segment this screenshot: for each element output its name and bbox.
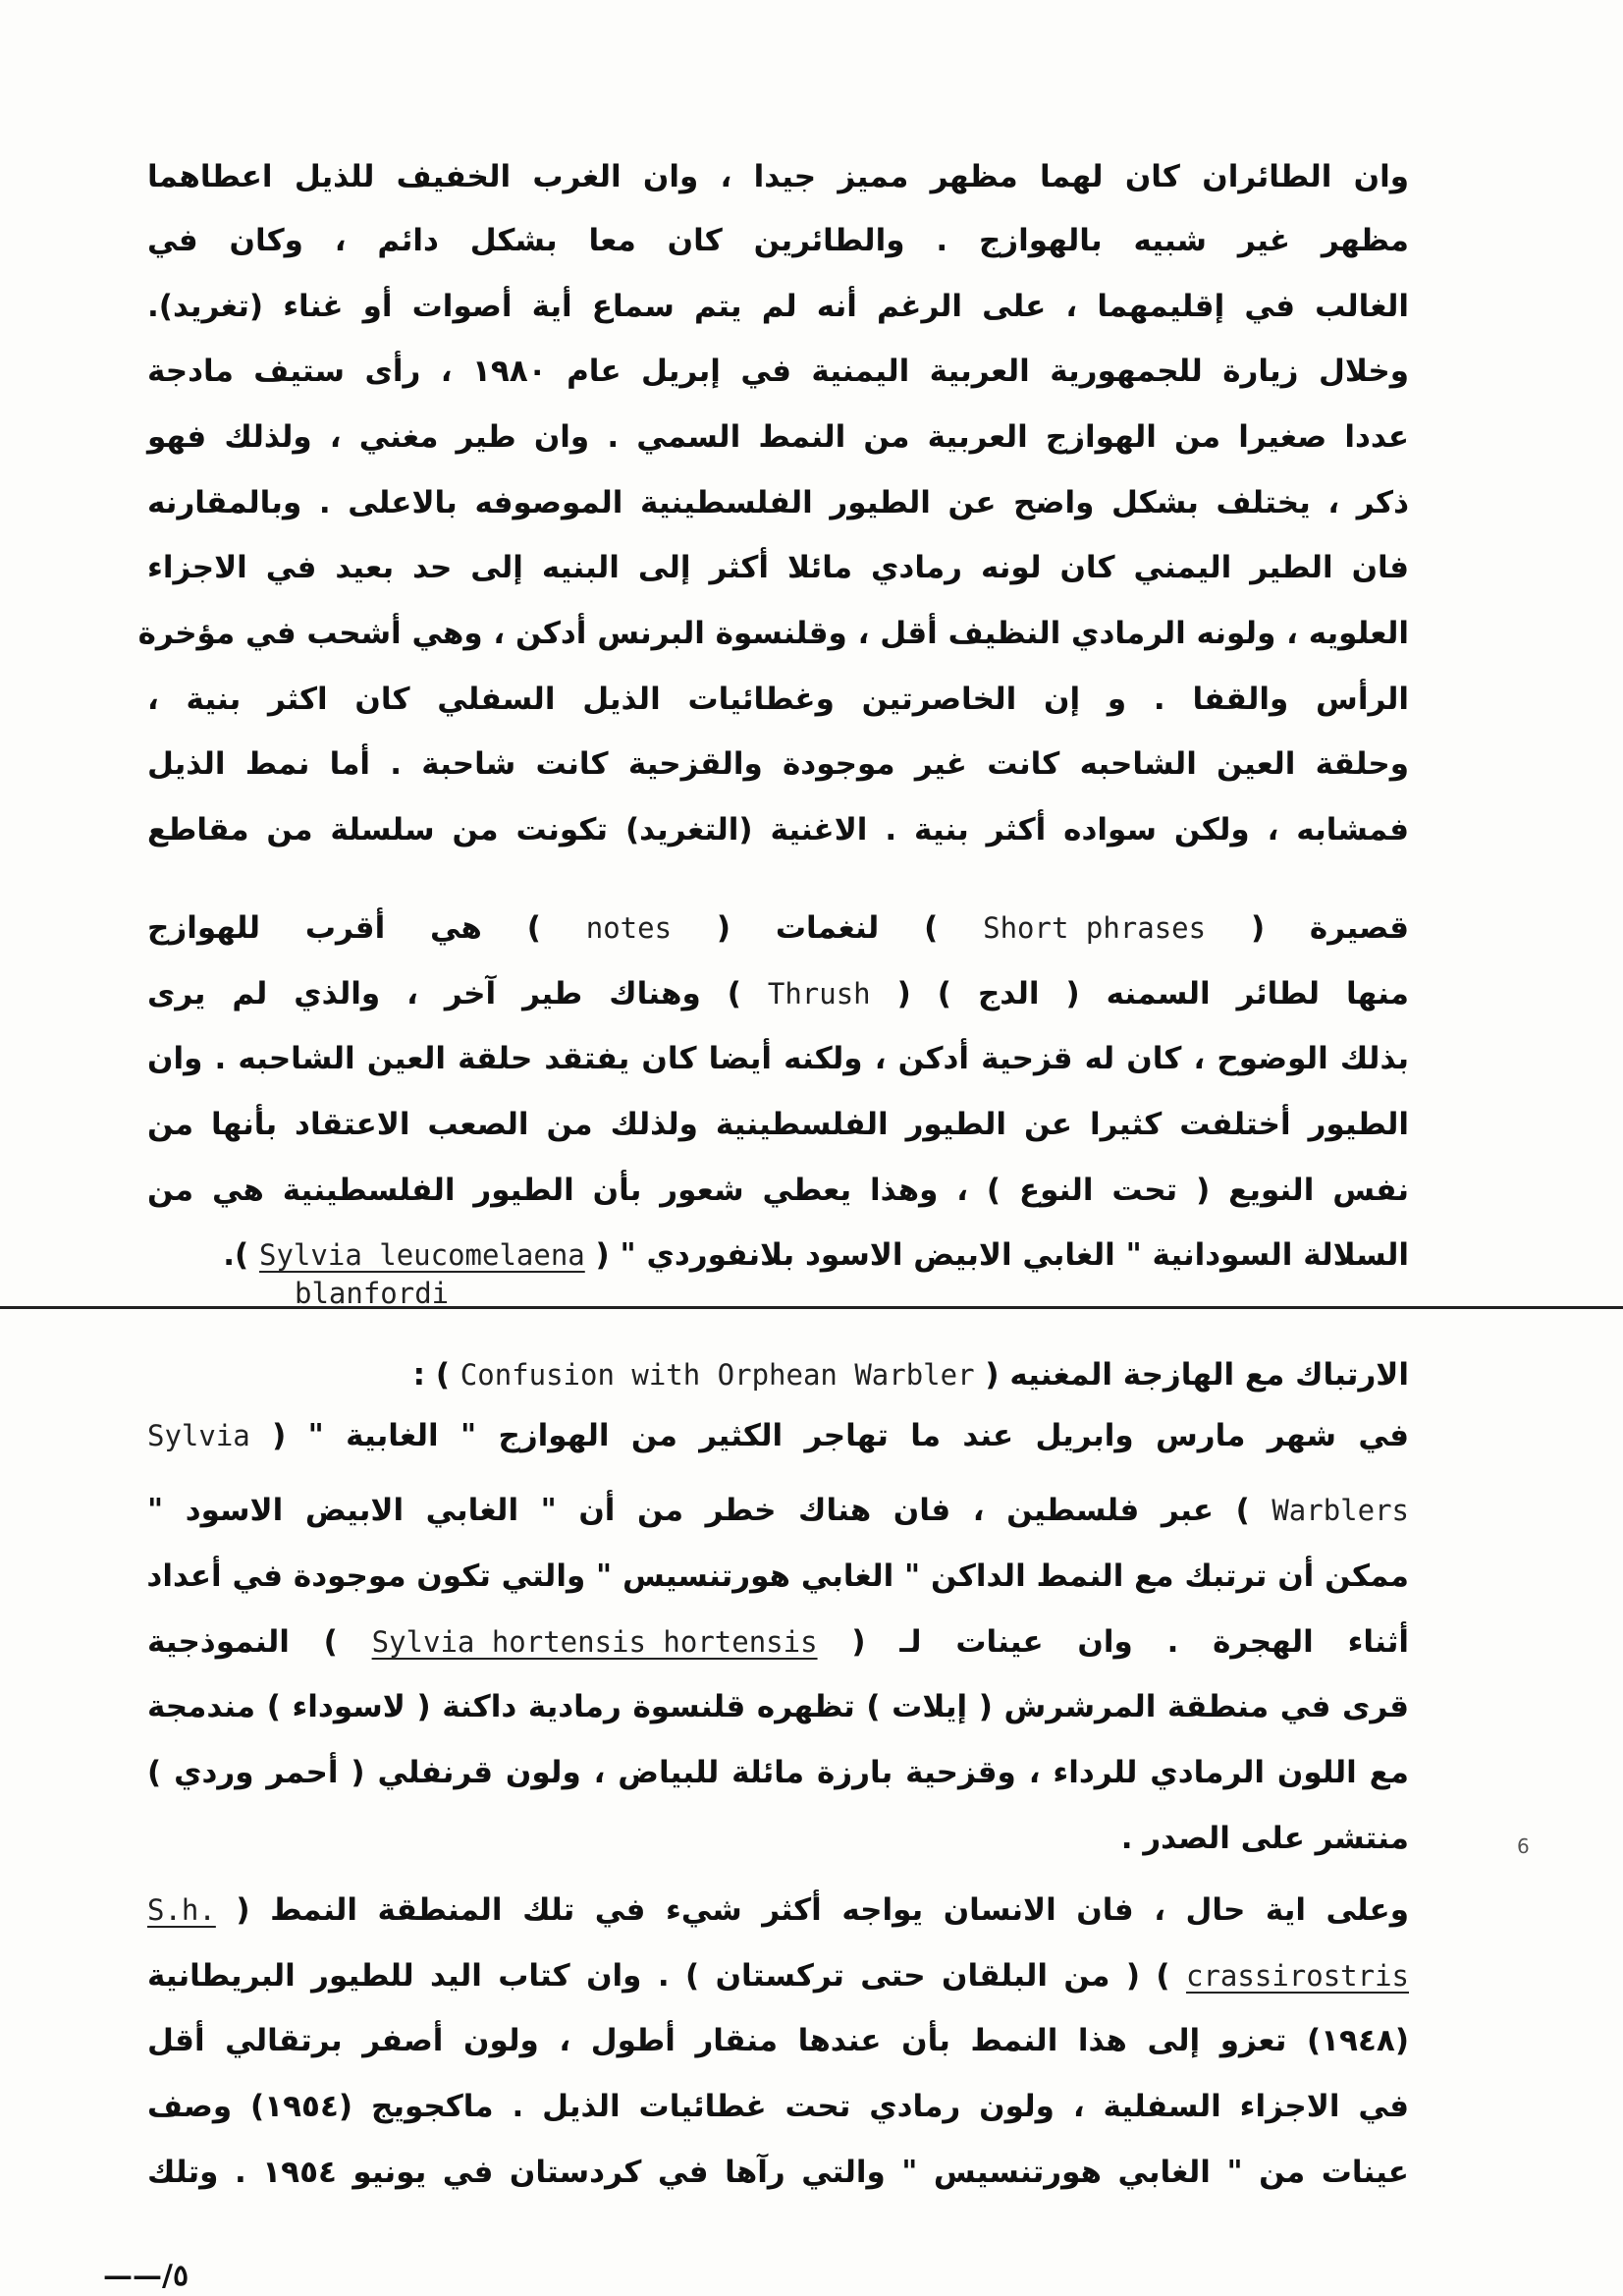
- text-line-p2-6: مع اللون الرمادي للرداء ، وقزحية بارزة مائلة للبياض ، ولون قرنفلي ( أحمر وردي ): [147, 1755, 1409, 1790]
- latin-term: Warblers: [1271, 1494, 1409, 1527]
- latin-term: crassirostris: [1186, 1959, 1409, 1993]
- arabic-text: السلالة السودانية " الغابي الابيض الاسود بلانفوردي " (: [595, 1237, 1409, 1273]
- arabic-text: ) ( من البلقان حتى تركستان ) . وان كتاب اليد للطيور البريطانية: [147, 1958, 1170, 1994]
- text-line-p3-2: [147, 1956, 1409, 1995]
- text-line-7: فان الطير اليمني كان لونه رمادي مائلا أكثر إلى البنيه إلى حد بعيد في الاجزاء: [147, 550, 1409, 585]
- text-line-1: وان الطائران كان لهما مظهر مميز جيدا ، وان الغرب الخفيف للذيل اعطاهما: [147, 159, 1409, 194]
- latin-species-name: Sylvia hortensis hortensis: [371, 1625, 818, 1659]
- arabic-text: منها لطائر السمنه ( الدج ) (: [896, 976, 1409, 1011]
- arabic-text: أثناء الهجرة . وان عينات لـ (: [851, 1624, 1409, 1660]
- latin-term: Short phrases: [983, 911, 1207, 945]
- text-line-thrush: [147, 974, 1409, 1013]
- text-line-9: الرأس والقفا . و إن الخاصرتين وغطائيات الذيل السفلي كان اكثر بنية ،: [147, 682, 1409, 717]
- arabic-text: في شهر مارس وابريل عند ما تهاجر الكثير من الهوازج " الغابية " (: [272, 1418, 1410, 1453]
- latin-term: S.h.: [147, 1893, 216, 1927]
- text-line-16: نفس النويع ( تحت النوع ) ، وهذا يعطي شعور بأن الطيور الفلسطينية هي من: [147, 1173, 1409, 1208]
- latin-term: notes: [585, 911, 673, 945]
- latin-species-name: Sylvia leucomelaena: [259, 1238, 585, 1272]
- text-line-2: مظهر غير شبيه بالهوازج . والطائرين كان معا بشكل دائم ، وكان في: [147, 223, 1409, 258]
- text-line-p2-7: منتشر على الصدر .: [1120, 1821, 1409, 1856]
- text-line-p2-3: ممكن أن ترتبك مع النمط الداكن " الغابي هورتنسيس " والتي تكون موجودة في أعداد: [146, 1558, 1409, 1594]
- arabic-text: قصيرة (: [1250, 910, 1410, 946]
- latin-term: Sylvia: [147, 1419, 250, 1452]
- text-line-5: عددا صغيرا من الهوازج العربية من النمط السمي . وان طير مغني ، ولذلك فهو: [147, 419, 1409, 455]
- text-line-p3-3: (١٩٤٨) تعزو إلى هذا النمط بأن عندها منقار أطول ، ولون أصفر برتقالي أقل: [147, 2023, 1409, 2058]
- text-line-p2-2: [147, 1491, 1409, 1530]
- text-line-10: وحلقة العين الشاحبه كانت غير موجودة والقزحية كانت شاحبة . أما نمط الذيل: [147, 746, 1409, 782]
- text-line-11: فمشابه ، ولكن سواده أكثر بنية . الاغنية (التغريد) تكونت من سلسلة من مقاطع: [147, 812, 1409, 847]
- text-line-4: وخلال زيارة للجمهورية العربية اليمنية في إبريل عام ١٩٨٠ ، رأى ستيف مادجة: [147, 354, 1409, 389]
- latin-term: Thrush: [767, 977, 871, 1011]
- heading-latin: Confusion with Orphean Warbler: [460, 1358, 975, 1392]
- text-line-sylvia-leucomelaena: [147, 1235, 1409, 1275]
- text-line-8: العلويه ، ولونه الرمادي النظيف أقل ، وقلنسوة البرنس أدكن ، وهي أشحب في مؤخرة: [137, 616, 1409, 651]
- latin-subspecies-name: blanfordi: [295, 1277, 450, 1310]
- arabic-text: ) وهناك طير آخر ، والذي لم يرى: [147, 976, 741, 1011]
- text-line-p2-4: [147, 1622, 1409, 1662]
- text-line-15: الطيور أختلفت كثيرا عن الطيور الفلسطينية ولذلك من الصعب الاعتقاد بأنها من: [147, 1107, 1409, 1142]
- text-line-3: الغالب في إقليمهما ، على الرغم أنه لم يتم سماع أية أصوات أو غناء (تغريد).: [147, 289, 1409, 324]
- text-line-p3-1: [147, 1890, 1409, 1930]
- text-line-p2-5: قرى في منطقة المرشرش ( إيلات ) تظهره قلنسوة رمادية داكنة ( لاسوداء ) مندمجة: [147, 1689, 1409, 1724]
- section-divider: [0, 1306, 1623, 1309]
- text-line-p3-5: عينات من " الغابي هورتنسيس " والتي رآها في كردستان في يونيو ١٩٥٤ . وتلك: [147, 2155, 1409, 2190]
- arabic-text: ) لنغمات (: [716, 910, 939, 946]
- text-line-p3-4: في الاجزاء السفلية ، ولون رمادي تحت غطائيات الذيل . ماكجويج (١٩٥٤) وصف: [147, 2089, 1409, 2124]
- text-line-6: ذكر ، يختلف بشكل واضح عن الطيور الفلسطينية الموصوفه بالاعلى . وبالمقارنه: [147, 485, 1409, 520]
- text-line-p2-1: [147, 1416, 1409, 1455]
- text-line-14: بذلك الوضوح ، كان له قزحية أدكن ، ولكنه أيضا كان يفتقد حلقة العين الشاحبه . وان: [147, 1041, 1409, 1076]
- heading-arabic: الارتباك مع الهازجة المغنيه (: [985, 1357, 1409, 1393]
- text-line-short-phrases: [147, 908, 1409, 948]
- section-heading: [147, 1355, 1409, 1394]
- arabic-text: ) النموذجية: [147, 1624, 338, 1660]
- arabic-text: ) هي أقرب للهوازج: [147, 910, 541, 946]
- arabic-text: وعلى اية حال ، فان الانسان يواجه أكثر شيء في تلك المنطقة النمط (: [236, 1892, 1409, 1928]
- margin-mark: 6: [1517, 1834, 1530, 1858]
- page-footer-mark: ——/٥: [103, 2259, 189, 2293]
- arabic-text: ).: [223, 1237, 249, 1273]
- arabic-text: ) عبر فلسطين ، فان هناك خطر من أن " الغابي الابيض الاسود ": [147, 1493, 1250, 1528]
- heading-end: ) :: [412, 1357, 450, 1393]
